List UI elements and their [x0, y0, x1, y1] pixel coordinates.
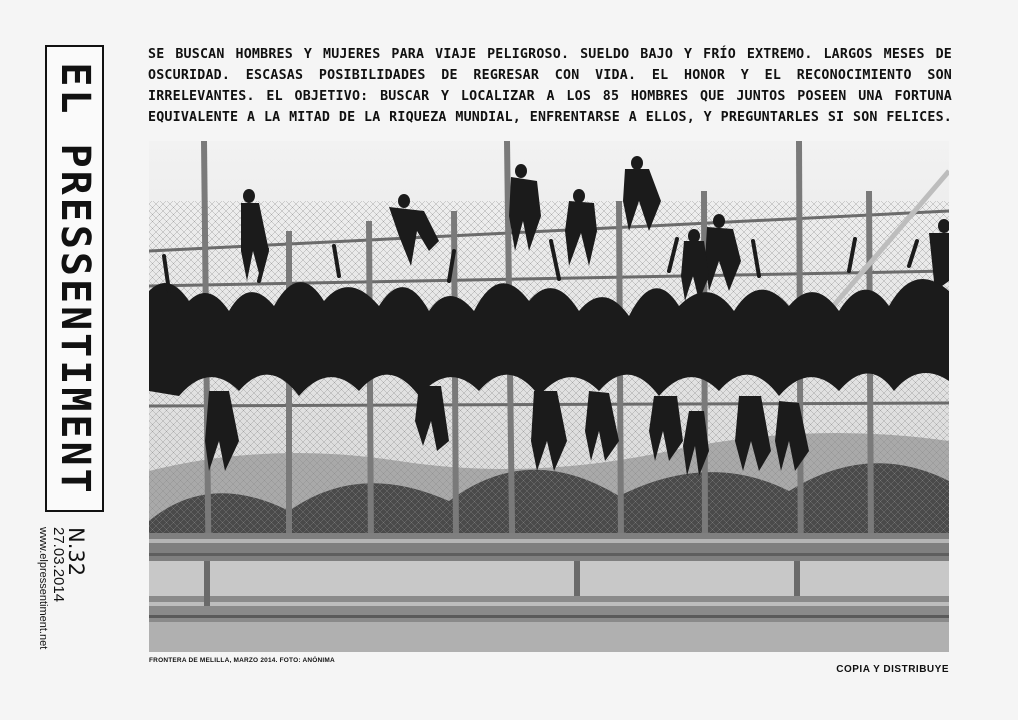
masthead — [45, 45, 104, 512]
photo-caption: FRONTERA DE MELILLA, MARZO 2014. FOTO: ANÓNIMA — [149, 657, 335, 664]
issue-date: 27.03.2014 — [50, 527, 67, 603]
border-fence-photo — [149, 141, 949, 652]
copy-and-distribute-note: COPIA Y DISTRIBUYE — [836, 664, 949, 675]
headline-text: SE BUSCAN HOMBRES Y MUJERES PARA VIAJE PELIGROSO. SUELDO BAJO Y FRÍO EXTREMO. LARGOS MESES DE OSCURIDAD. ESCASAS POSIBILIDADES DE REGRESAR CON VIDA. EL HONOR Y EL RECONOCIMIENTO SON IRRELEVANTES. EL OBJETIVO: BUSCAR Y LOCALIZAR A LOS 85 HOMBRES QUE JUNTOS POSEEN UNA FORTUNA EQUIVALENTE A LA MITAD DE LA RIQUEZA MUNDIAL, ENFRENTARSE A ELLOS, Y PREGUNTARLES SI SON FELICES. — [148, 47, 952, 125]
masthead-title: EL PRESSENTIMENT — [51, 61, 98, 496]
website-link[interactable]: www.elpressentiment.net — [37, 527, 49, 650]
cover-photo — [149, 141, 949, 652]
issue-number: N.32 — [64, 527, 88, 577]
